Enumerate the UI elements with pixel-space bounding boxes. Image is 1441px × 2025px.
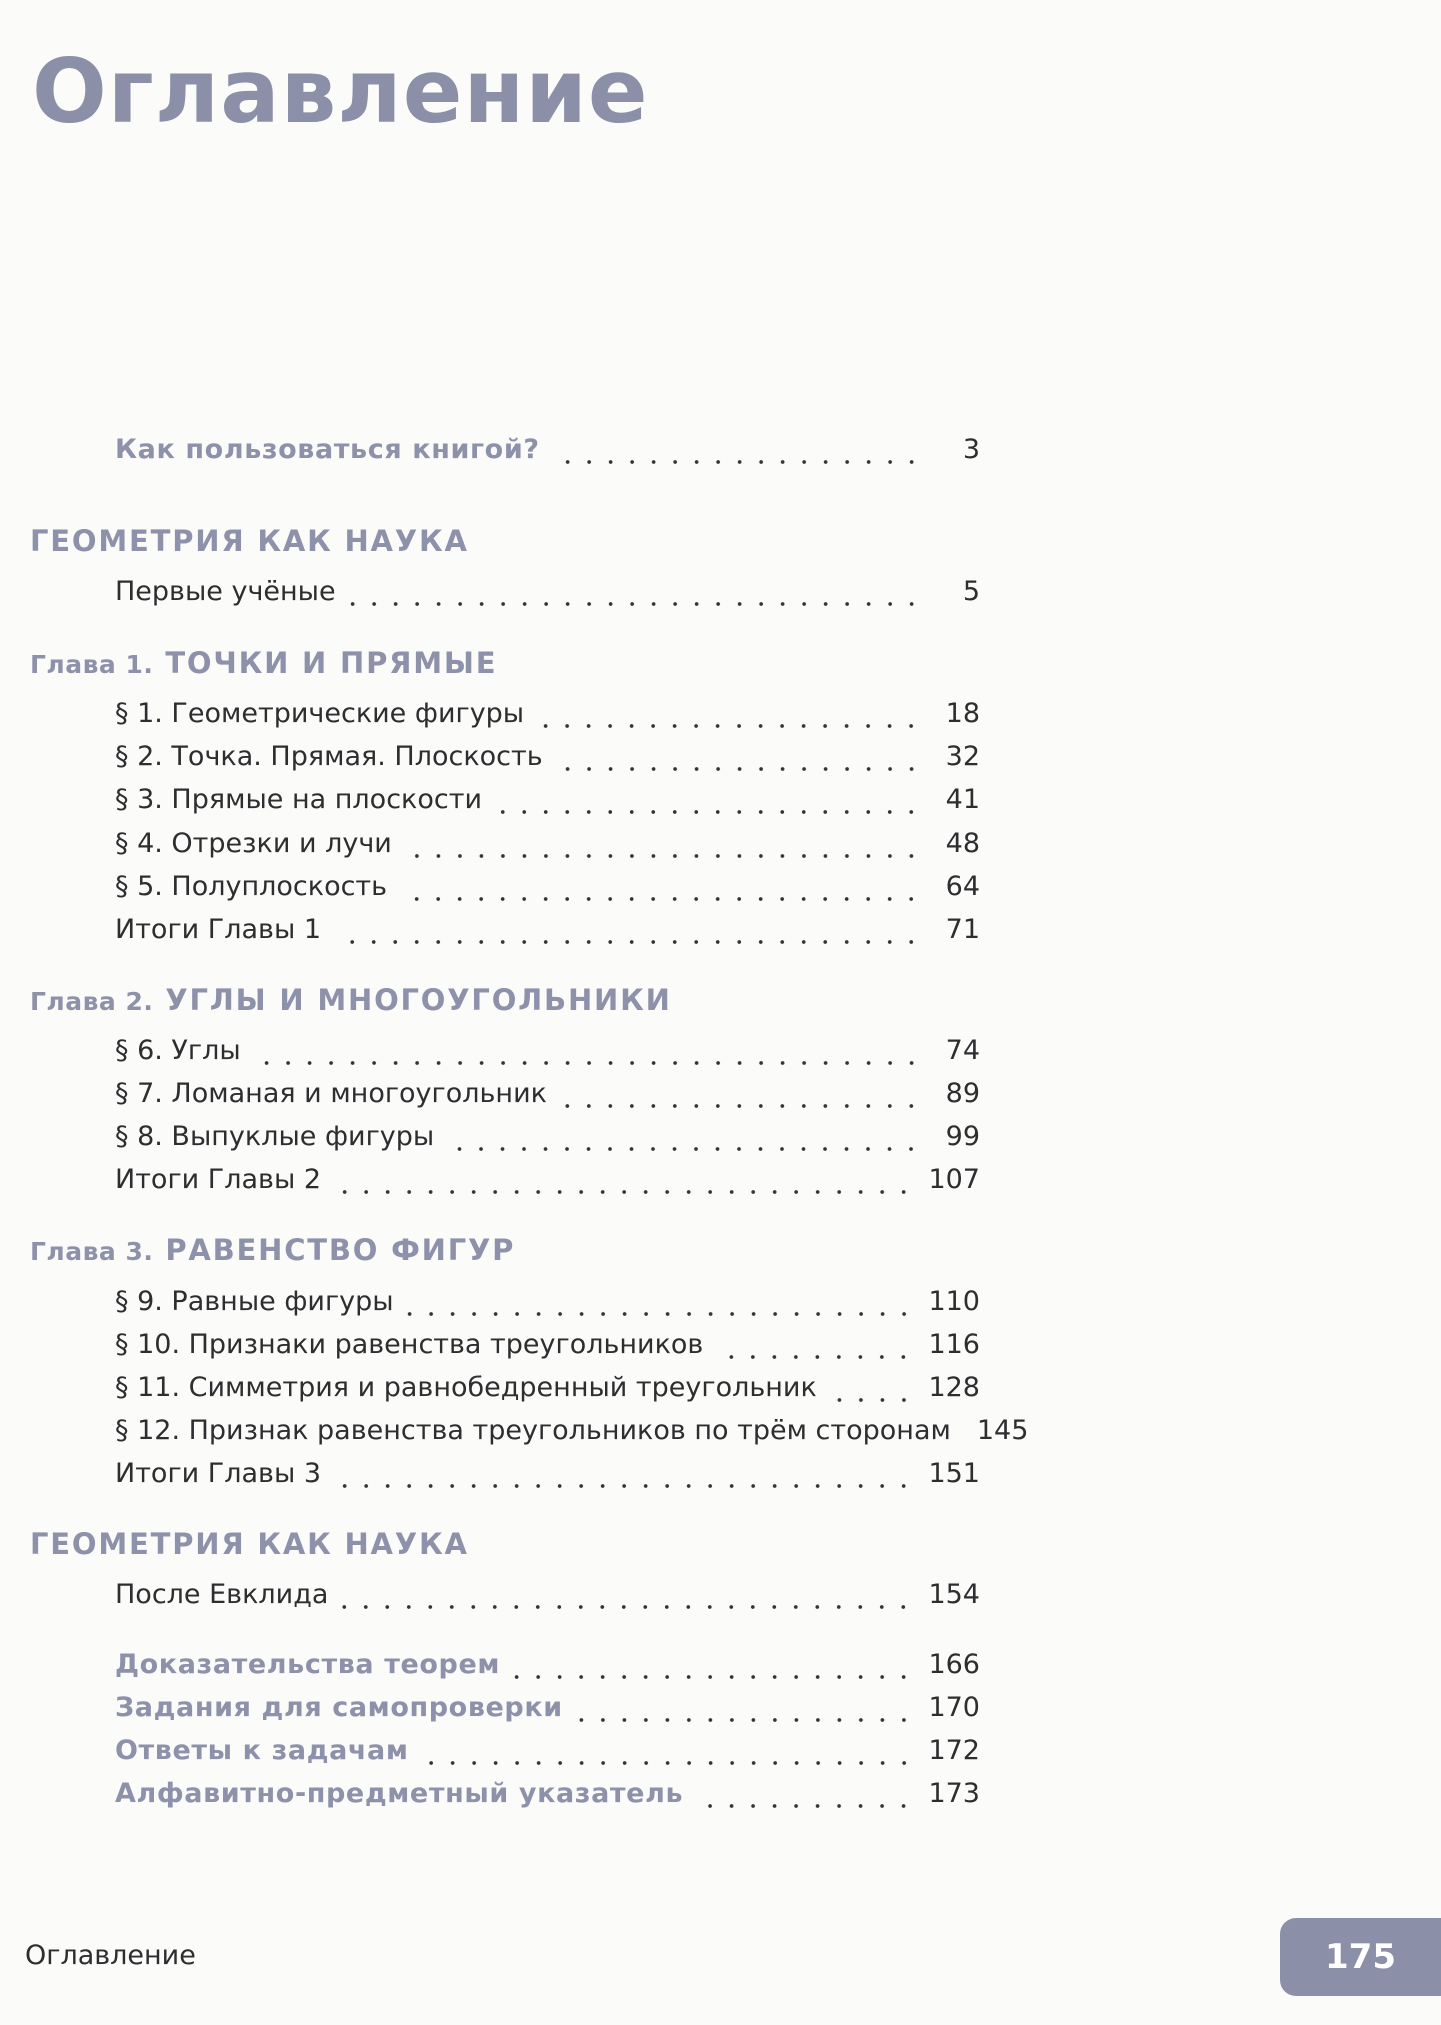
toc-entry-label: § 7. Ломаная и многоугольник — [115, 1078, 547, 1109]
toc-entry-page: 3 — [962, 434, 980, 465]
toc-entry[interactable] — [115, 1286, 980, 1330]
toc-entry-page: 99 — [945, 1121, 980, 1152]
toc-entry[interactable] — [115, 1579, 980, 1623]
dot-leader — [512, 1672, 914, 1682]
chapter-title: ТОЧКИ И ПРЯМЫЕ — [165, 646, 498, 680]
toc-entry[interactable] — [115, 784, 980, 828]
section-heading: ГЕОМЕТРИЯ КАК НАУКА — [30, 1527, 469, 1561]
toc-entry-label: Доказательства теорем — [115, 1649, 501, 1680]
toc-entry[interactable] — [115, 1458, 980, 1502]
toc-entry[interactable] — [115, 1329, 980, 1373]
dot-leader — [253, 1058, 922, 1068]
toc-entry-label: § 11. Симметрия и равнобедренный треугольник — [115, 1372, 817, 1403]
toc-entry-page: 166 — [928, 1649, 980, 1680]
toc-entry-appendix[interactable] — [115, 1692, 980, 1736]
toc-entry-page: 172 — [928, 1735, 980, 1766]
chapter-title: РАВЕНСТВО ФИГУР — [165, 1233, 516, 1267]
dot-leader — [494, 807, 922, 817]
toc-entry-label: После Евклида — [115, 1579, 329, 1610]
dot-leader — [829, 1395, 915, 1405]
toc-entry-page: 5 — [962, 576, 980, 607]
toc-entry-page: 145 — [976, 1415, 1029, 1446]
toc-entry-label: Итоги Главы 2 — [115, 1164, 322, 1195]
toc-entry-label: Алфавитно-предметный указатель — [115, 1778, 684, 1809]
toc-entry-label: § 10. Признаки равенства треугольников — [115, 1329, 704, 1360]
toc-entry-page: 107 — [928, 1164, 980, 1195]
toc-entry-page: 32 — [945, 741, 980, 772]
page-number-badge — [1280, 1918, 1441, 1996]
toc-entry-page: 116 — [928, 1329, 980, 1360]
chapter-prefix: Глава 2. — [30, 987, 154, 1016]
toc-entry-label: § 5. Полуплоскость — [115, 871, 388, 902]
toc-entry-intro[interactable] — [115, 434, 980, 478]
toc-entry-appendix[interactable] — [115, 1735, 980, 1779]
dot-leader — [333, 937, 922, 947]
toc-entry[interactable] — [115, 741, 980, 785]
toc-entry-page: 170 — [928, 1692, 980, 1723]
toc-entry-label: § 1. Геометрические фигуры — [115, 698, 525, 729]
dot-leader — [575, 1715, 915, 1725]
toc-entry-page: 173 — [928, 1778, 980, 1809]
chapter-prefix: Глава 1. — [30, 650, 154, 679]
toc-entry[interactable] — [115, 828, 980, 872]
toc-entry[interactable] — [115, 914, 980, 958]
toc-entry-label: § 3. Прямые на плоскости — [115, 784, 482, 815]
toc-entry-label: § 8. Выпуклые фигуры — [115, 1121, 435, 1152]
chapter-title: УГЛЫ И МНОГОУГОЛЬНИКИ — [165, 983, 672, 1017]
toc-entry-page: 74 — [945, 1035, 980, 1066]
dot-leader — [406, 1309, 915, 1319]
toc-entry[interactable] — [115, 1078, 980, 1122]
dot-leader — [421, 1758, 915, 1768]
dot-leader — [536, 721, 922, 731]
chapter-heading — [30, 646, 497, 680]
toc-entry[interactable] — [115, 871, 980, 915]
section-heading: ГЕОМЕТРИЯ КАК НАУКА — [30, 524, 469, 558]
toc-entry-page: 89 — [945, 1078, 980, 1109]
toc-entry-page: 64 — [945, 871, 980, 902]
toc-entry-appendix[interactable] — [115, 1778, 980, 1822]
toc-entry[interactable] — [115, 1164, 980, 1208]
dot-leader — [715, 1352, 914, 1362]
dot-leader — [446, 1144, 922, 1154]
toc-entry-page: 41 — [945, 784, 980, 815]
dot-leader — [552, 457, 922, 467]
dot-leader — [333, 1481, 914, 1491]
toc-entry[interactable] — [115, 1121, 980, 1165]
dot-leader — [399, 894, 922, 904]
running-footer-title: Оглавление — [25, 1940, 196, 1971]
toc-entry-page: 18 — [945, 698, 980, 729]
toc-entry-page: 48 — [945, 828, 980, 859]
dot-leader — [348, 599, 922, 609]
toc-entry-page: 151 — [928, 1458, 980, 1489]
toc-entry-label: § 2. Точка. Прямая. Плоскость — [115, 741, 543, 772]
toc-entry-page: 128 — [928, 1372, 980, 1403]
toc-entry[interactable] — [115, 1035, 980, 1079]
chapter-heading — [30, 1233, 515, 1267]
toc-entry-page: 154 — [928, 1579, 980, 1610]
toc-entry-label: Задания для самопроверки — [115, 1692, 563, 1723]
dot-leader — [333, 1187, 914, 1197]
dot-leader — [404, 851, 922, 861]
toc-entry[interactable] — [115, 1415, 1029, 1459]
dot-leader — [695, 1801, 914, 1811]
toc-entry[interactable] — [115, 576, 980, 620]
toc-entry-page: 110 — [928, 1286, 980, 1317]
toc-entry-label: Как пользоваться книгой? — [115, 434, 540, 465]
toc-entry-label: Первые учёные — [115, 576, 336, 607]
toc-entry-label: § 12. Признак равенства треугольников по трём сторонам — [115, 1415, 951, 1446]
chapter-heading — [30, 983, 672, 1017]
toc-entry-label: Ответы к задачам — [115, 1735, 409, 1766]
page-title: Оглавление — [32, 40, 649, 143]
toc-entry-page: 71 — [945, 914, 980, 945]
page-number: 175 — [1325, 1937, 1396, 1977]
dot-leader — [559, 1101, 922, 1111]
dot-leader — [340, 1602, 914, 1612]
toc-entry-label: Итоги Главы 3 — [115, 1458, 322, 1489]
toc-entry-appendix[interactable] — [115, 1649, 980, 1693]
toc-entry-label: § 9. Равные фигуры — [115, 1286, 394, 1317]
toc-entry-label: § 6. Углы — [115, 1035, 241, 1066]
toc-entry-label: § 4. Отрезки и лучи — [115, 828, 392, 859]
chapter-prefix: Глава 3. — [30, 1237, 154, 1266]
toc-entry[interactable] — [115, 698, 980, 742]
toc-entry[interactable] — [115, 1372, 980, 1416]
toc-entry-label: Итоги Главы 1 — [115, 914, 322, 945]
dot-leader — [555, 764, 922, 774]
